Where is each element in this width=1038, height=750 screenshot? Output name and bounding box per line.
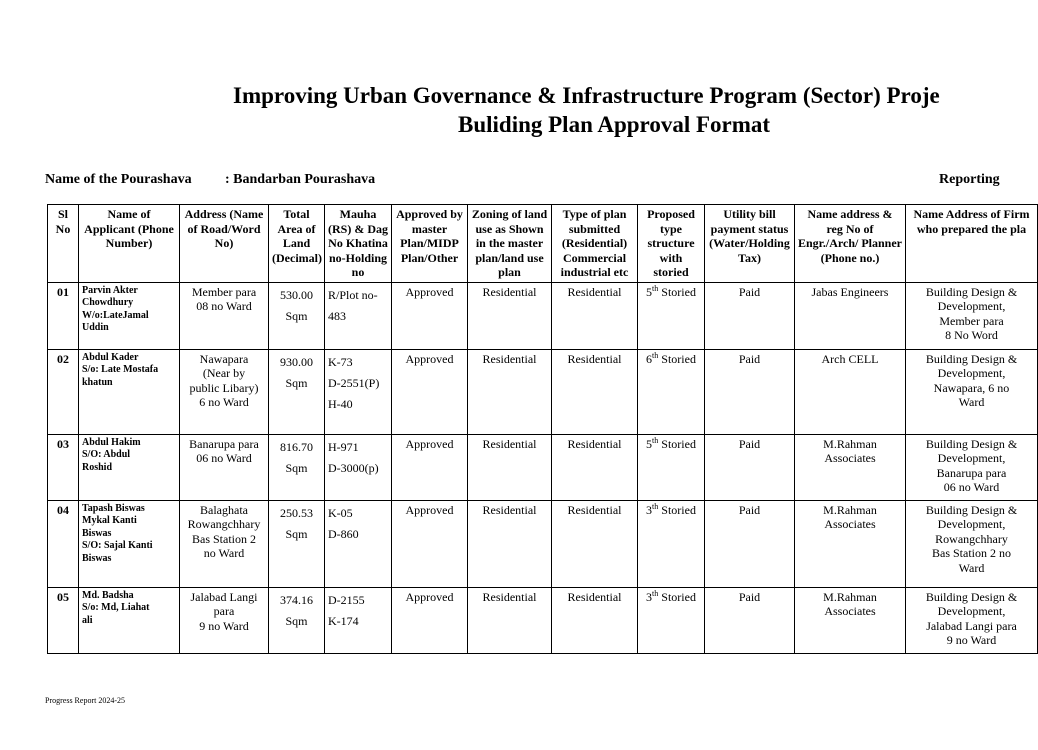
table-row: [48, 349, 1038, 434]
report-title: Improving Urban Governance & Infrastructure Program (Sector) Proje: [233, 83, 940, 108]
col-header-engineer: Name address & reg No of Engr./Arch/ Planner (Phone no.): [795, 205, 906, 283]
footer-text: Progress Report 2024-25: [45, 696, 125, 705]
firm-cell: Building Design & Development, Nawapara, 6 no Ward: [906, 349, 1038, 434]
mauha-cell: K-73 D-2551(P) H-40: [325, 349, 392, 434]
applicant-cell: Abdul Kader S/o: Late Mostafa khatun: [79, 349, 180, 434]
mauha-cell: K-05 D-860: [325, 500, 392, 587]
engineer-cell: M.Rahman Associates: [795, 434, 906, 500]
col-header-area: Total Area of Land (Decimal): [269, 205, 325, 283]
approved-cell: Approved: [392, 282, 468, 349]
firm-cell: Building Design & Development, Member para 8 No Word: [906, 282, 1038, 349]
approved-cell: Approved: [392, 349, 468, 434]
plan-type-cell: Residential: [552, 434, 638, 500]
area-cell: 530.00 Sqm: [269, 282, 325, 349]
structure-cell: 5th Storied: [638, 282, 705, 349]
structure-cell: 5th Storied: [638, 434, 705, 500]
area-cell: 930.00 Sqm: [269, 349, 325, 434]
report-subtitle: Buliding Plan Approval Format: [458, 112, 771, 137]
address-cell: Balaghata Rowangchhary Bas Station 2 no Ward: [180, 500, 269, 587]
firm-cell: Building Design & Development, Banarupa para 06 no Ward: [906, 434, 1038, 500]
col-header-plan-type: Type of plan submitted (Residential) Commercial industrial etc: [552, 205, 638, 283]
col-header-zoning: Zoning of land use as Shown in the master plan/land use plan: [468, 205, 552, 283]
col-header-mauha: Mauha (RS) & Dag No Khatina no-Holding no: [325, 205, 392, 283]
zoning-cell: Residential: [468, 282, 552, 349]
table-row: [48, 587, 1038, 653]
utility-cell: Paid: [705, 500, 795, 587]
col-header-sl: Sl No: [48, 205, 79, 283]
utility-cell: Paid: [705, 434, 795, 500]
mauha-cell: H-971 D-3000(p): [325, 434, 392, 500]
sl-cell: 01: [48, 282, 79, 349]
col-header-utility: Utility bill payment status (Water/Holding Tax): [705, 205, 795, 283]
area-cell: 374.16 Sqm: [269, 587, 325, 653]
utility-cell: Paid: [705, 587, 795, 653]
zoning-cell: Residential: [468, 587, 552, 653]
pourashava-value: : Bandarban Pourashava: [225, 172, 376, 187]
col-header-applicant: Name of Applicant (Phone Number): [79, 205, 180, 283]
applicant-cell: Abdul Hakim S/O: Abdul Roshid: [79, 434, 180, 500]
applicant-cell: Md. Badsha S/o: Md, Liahat ali: [79, 587, 180, 653]
pourashava-label: Name of the Pourashava: [45, 172, 192, 187]
firm-cell: Building Design & Development, Rowangchhary Bas Station 2 no Ward: [906, 500, 1038, 587]
area-cell: 250.53 Sqm: [269, 500, 325, 587]
table-row: [48, 500, 1038, 587]
address-cell: Nawapara (Near by public Libary) 6 no Ward: [180, 349, 269, 434]
mauha-cell: D-2155 K-174: [325, 587, 392, 653]
area-cell: 816.70 Sqm: [269, 434, 325, 500]
applicant-cell: Tapash Biswas Mykal Kanti Biswas S/O: Sajal Kanti Biswas: [79, 500, 180, 587]
plan-type-cell: Residential: [552, 500, 638, 587]
engineer-cell: M.Rahman Associates: [795, 587, 906, 653]
approved-cell: Approved: [392, 434, 468, 500]
structure-cell: 6th Storied: [638, 349, 705, 434]
address-cell: Member para 08 no Ward: [180, 282, 269, 349]
firm-cell: Building Design & Development, Jalabad Langi para 9 no Ward: [906, 587, 1038, 653]
table-header-row: [48, 205, 1038, 283]
zoning-cell: Residential: [468, 500, 552, 587]
utility-cell: Paid: [705, 282, 795, 349]
plan-type-cell: Residential: [552, 587, 638, 653]
sl-cell: 03: [48, 434, 79, 500]
mauha-cell: R/Plot no- 483: [325, 282, 392, 349]
applicant-cell: Parvin Akter Chowdhury W/o:LateJamal Uddin: [79, 282, 180, 349]
sl-cell: 04: [48, 500, 79, 587]
table-row: [48, 282, 1038, 349]
structure-cell: 3th Storied: [638, 500, 705, 587]
col-header-approved: Approved by master Plan/MIDP Plan/Other: [392, 205, 468, 283]
address-cell: Banarupa para 06 no Ward: [180, 434, 269, 500]
table-row: [48, 434, 1038, 500]
zoning-cell: Residential: [468, 349, 552, 434]
engineer-cell: M.Rahman Associates: [795, 500, 906, 587]
col-header-firm: Name Address of Firm who prepared the pla: [906, 205, 1038, 283]
col-header-address: Address (Name of Road/Word No): [180, 205, 269, 283]
zoning-cell: Residential: [468, 434, 552, 500]
address-cell: Jalabad Langi para 9 no Ward: [180, 587, 269, 653]
plan-type-cell: Residential: [552, 349, 638, 434]
utility-cell: Paid: [705, 349, 795, 434]
structure-cell: 3th Storied: [638, 587, 705, 653]
sl-cell: 02: [48, 349, 79, 434]
plan-type-cell: Residential: [552, 282, 638, 349]
approved-cell: Approved: [392, 587, 468, 653]
reporting-label: Reporting: [939, 172, 1000, 187]
sl-cell: 05: [48, 587, 79, 653]
engineer-cell: Arch CELL: [795, 349, 906, 434]
engineer-cell: Jabas Engineers: [795, 282, 906, 349]
approved-cell: Approved: [392, 500, 468, 587]
col-header-structure: Proposed type structure with storied: [638, 205, 705, 283]
approval-table: [47, 204, 1038, 654]
